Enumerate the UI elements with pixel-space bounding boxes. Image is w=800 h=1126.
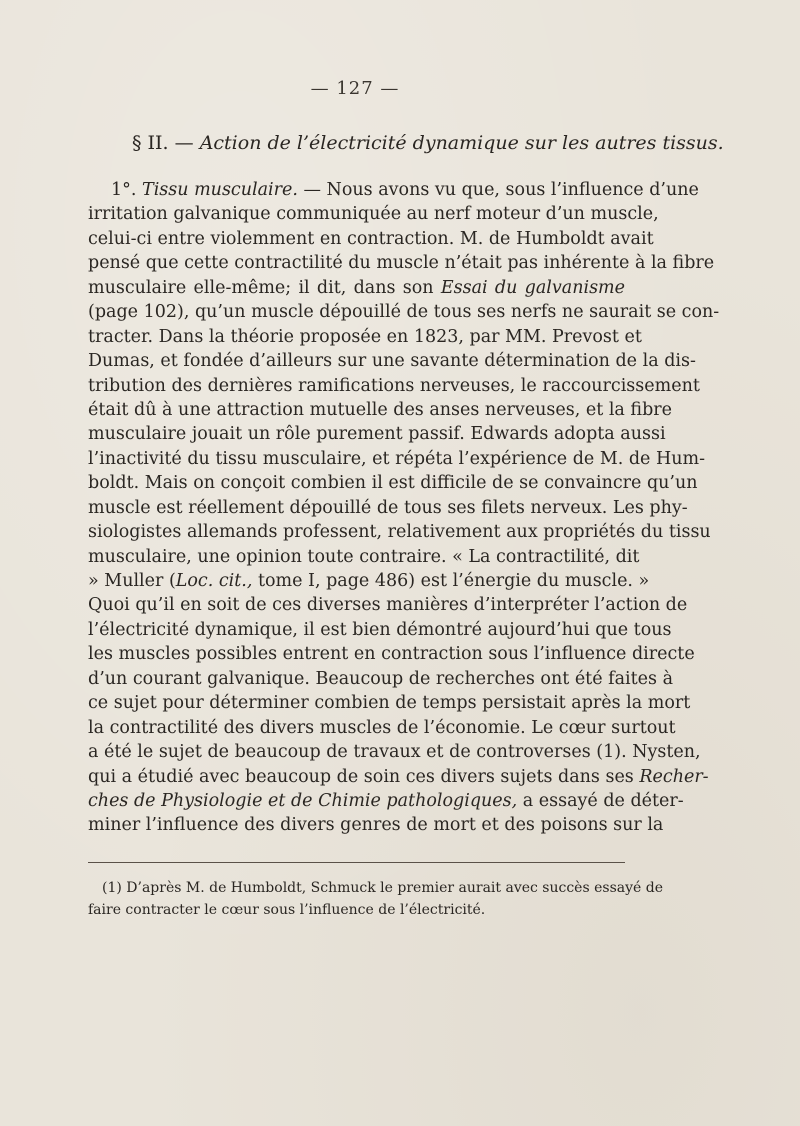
subsection-title: Tissu musculaire. — [136, 180, 298, 200]
text-line — [88, 813, 664, 837]
text-line — [88, 789, 684, 813]
text-line — [88, 593, 688, 617]
text-line — [88, 642, 695, 666]
line-text: a été le sujet de beaucoup de travaux et de controverses (1). Nysten, — [88, 742, 701, 763]
line-text: pensé que cette contractilité du muscle n’était pas inhérente à la fibre — [88, 253, 715, 274]
footnote-divider — [88, 862, 625, 863]
italic-citation: Essai du galvanisme — [440, 277, 625, 298]
line-text: tribution des dernières ramifications nerveuses, le raccourcissement — [88, 375, 700, 396]
line-text: était dû à une attraction mutuelle des anses nerveuses, et la fibre — [88, 399, 673, 420]
line-text: tracter. Dans la théorie proposée en 1823, par MM. Prevost et — [88, 326, 642, 347]
text-line — [88, 178, 699, 202]
text-line — [88, 765, 709, 789]
line-text: tome I, page 486) est l’énergie du muscle. » — [252, 571, 650, 591]
line-text: (page 102), qu’un muscle dépouillé de tous ses nerfs ne saurait se con- — [88, 302, 720, 323]
line-text: — Nous avons vu que, sous l’influence d’une — [297, 180, 699, 200]
text-line — [88, 471, 698, 495]
text-line — [88, 618, 672, 642]
text-line — [88, 374, 700, 398]
section-heading — [132, 131, 724, 155]
section-number: § II. — — [132, 132, 194, 154]
line-text: l’inactivité du tissu musculaire, et répéta l’expérience de M. de Hum- — [88, 448, 706, 469]
line-text: siologistes allemands professent, relativement aux propriétés du tissu — [88, 522, 711, 543]
footnote — [88, 877, 663, 921]
text-line — [88, 716, 676, 740]
text-line — [88, 251, 715, 275]
section-title: Action de l’électricité dynamique sur les autres tissus. — [199, 132, 724, 154]
italic-citation: Loc. cit., — [175, 571, 253, 591]
line-text: Quoi qu’il en soit de ces diverses manières d’interpréter l’action de — [88, 595, 688, 616]
text-line — [88, 520, 711, 544]
text-line — [88, 202, 659, 226]
line-text: qui a étudié avec beaucoup de soin ces divers sujets dans ses — [88, 766, 640, 787]
text-line — [88, 740, 701, 764]
footnote-line: faire contracter le cœur sous l’influence de l’électricité. — [88, 902, 486, 918]
line-text: ce sujet pour déterminer combien de temps persistait après la mort — [88, 693, 691, 714]
line-text: muscle est réellement dépouillé de tous ses filets nerveux. Les phy- — [88, 497, 688, 518]
text-line — [88, 227, 654, 251]
text-line — [88, 398, 673, 422]
text-line — [88, 496, 688, 520]
line-text: boldt. Mais on conçoit combien il est difficile de se convaincre qu’un — [88, 473, 698, 494]
footnote-line: (1) D’après M. de Humboldt, Schmuck le premier aurait avec succès essayé de — [102, 880, 663, 896]
line-text: musculaire, une opinion toute contraire. « La contractilité, dit — [88, 546, 640, 567]
line-text: miner l’influence des divers genres de mort et des poisons sur la — [88, 815, 664, 836]
text-line — [88, 276, 625, 300]
text-line — [88, 325, 642, 349]
italic-citation: ches de Physiologie et de Chimie pathologiques, — [88, 790, 518, 811]
line-text: irritation galvanique communiquée au nerf moteur d’un muscle, — [88, 204, 659, 225]
text-line — [88, 545, 640, 569]
line-text: d’un courant galvanique. Beaucoup de recherches ont été faites à — [88, 668, 674, 689]
page-number: — 127 — — [310, 78, 400, 99]
line-text: musculaire jouait un rôle purement passif. Edwards adopta aussi — [88, 424, 666, 445]
text-line — [88, 349, 696, 373]
text-line — [88, 667, 674, 691]
line-text: les muscles possibles entrent en contraction sous l’influence directe — [88, 644, 695, 665]
line-text: Dumas, et fondée d’ailleurs sur une savante détermination de la dis- — [88, 351, 696, 372]
text-line — [88, 569, 650, 593]
line-text: musculaire elle-même; il dit, dans son — [88, 277, 441, 298]
text-line — [88, 691, 691, 715]
line-text: a essayé de déter- — [517, 790, 684, 811]
italic-citation: Recher- — [639, 766, 709, 787]
text-line — [88, 300, 720, 324]
subsection-number: 1°. — [111, 180, 137, 200]
text-line — [88, 422, 666, 446]
body-paragraph — [88, 178, 720, 838]
line-text: » Muller ( — [88, 571, 176, 591]
line-text: la contractilité des divers muscles de l’économie. Le cœur surtout — [88, 717, 676, 738]
line-text: celui-ci entre violemment en contraction. M. de Humboldt avait — [88, 228, 654, 249]
text-line — [88, 447, 706, 471]
line-text: l’électricité dynamique, il est bien démontré aujourd’hui que tous — [88, 619, 672, 640]
